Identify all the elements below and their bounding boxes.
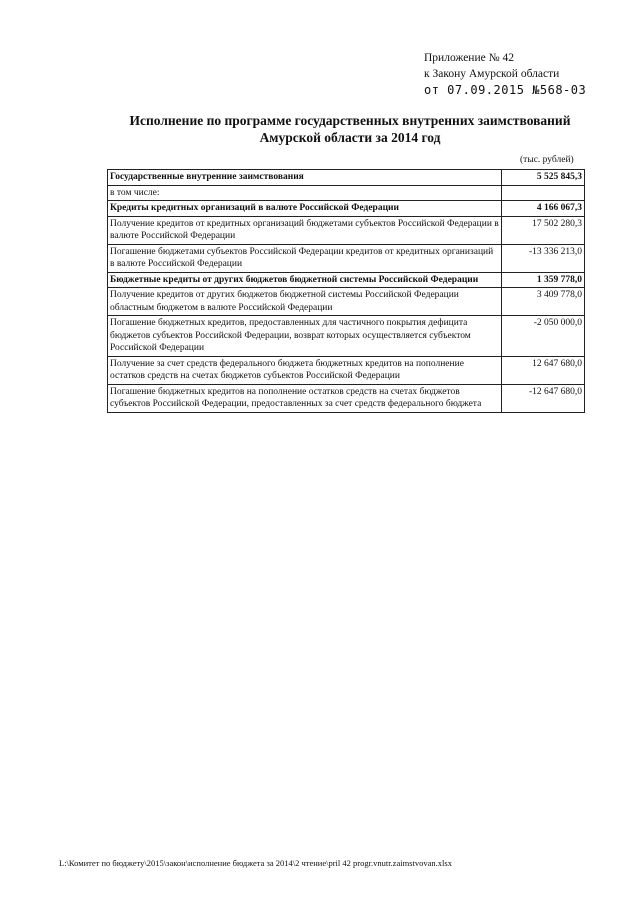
title-line-1: Исполнение по программе государственных внутренних заимствований bbox=[129, 113, 571, 128]
row-label: Погашение бюджетных кредитов, предоставленных для частичного покрытия дефицита бюджетов субъектов Российской Федерации, возврат которых осуществляется субъектом Российской Федерации bbox=[108, 316, 502, 357]
table-row bbox=[108, 170, 585, 186]
units-label: (тыс. рублей) bbox=[520, 155, 574, 165]
appendix-number: Приложение № 42 bbox=[424, 52, 514, 64]
row-label: Кредиты кредитных организаций в валюте Российской Федерации bbox=[108, 201, 502, 217]
row-label: Погашение бюджетами субъектов Российской Федерации кредитов от кредитных организаций в валюте Российской Федерации bbox=[108, 244, 502, 272]
borrowings-table bbox=[107, 169, 585, 413]
appendix-block bbox=[424, 50, 624, 98]
appendix-date: от 07.09.2015 №568-03 bbox=[424, 83, 587, 97]
row-label: Получение кредитов от кредитных организаций бюджетами субъектов Российской Федерации в валюте Российской Федерации bbox=[108, 216, 502, 244]
appendix-law: к Закону Амурской области bbox=[424, 68, 560, 80]
table-row bbox=[108, 185, 585, 201]
row-label: в том числе: bbox=[108, 185, 502, 201]
table-row bbox=[108, 201, 585, 217]
row-label: Бюджетные кредиты от других бюджетов бюджетной системы Российской Федерации bbox=[108, 272, 502, 288]
table-row bbox=[108, 244, 585, 272]
row-label: Государственные внутренние заимствования bbox=[108, 170, 502, 186]
row-value: 4 166 067,3 bbox=[502, 201, 585, 217]
table-row bbox=[108, 316, 585, 357]
row-value: -13 336 213,0 bbox=[502, 244, 585, 272]
table-row bbox=[108, 288, 585, 316]
row-value: 12 647 680,0 bbox=[502, 356, 585, 384]
table-row bbox=[108, 216, 585, 244]
row-label: Получение кредитов от других бюджетов бюджетной системы Российской Федерации областным бюджетом в валюте Российской Федерации bbox=[108, 288, 502, 316]
row-value: 5 525 845,3 bbox=[502, 170, 585, 186]
table-row bbox=[108, 272, 585, 288]
row-value: 17 502 280,3 bbox=[502, 216, 585, 244]
table-row bbox=[108, 356, 585, 384]
table-body bbox=[108, 170, 585, 413]
row-label: Погашение бюджетных кредитов на пополнение остатков средств на счетах бюджетов субъектов Российской Федерации, предоставленных за счет средств федерального бюджета bbox=[108, 384, 502, 412]
row-value bbox=[502, 185, 585, 201]
file-path-footer: L:\Комитет по бюджету\2015\закон\исполнение бюджета за 2014\2 чтение\pril 42 progr.vnutr.zaimstvovan.xlsx bbox=[59, 858, 452, 868]
row-value: 1 359 778,0 bbox=[502, 272, 585, 288]
table-row bbox=[108, 384, 585, 412]
document-title bbox=[100, 112, 600, 146]
row-value: -12 647 680,0 bbox=[502, 384, 585, 412]
row-value: 3 409 778,0 bbox=[502, 288, 585, 316]
title-line-2: Амурской области за 2014 год bbox=[259, 130, 441, 145]
row-value: -2 050 000,0 bbox=[502, 316, 585, 357]
row-label: Получение за счет средств федерального бюджета бюджетных кредитов на пополнение остатков средств на счетах бюджетов субъектов Российской Федерации bbox=[108, 356, 502, 384]
